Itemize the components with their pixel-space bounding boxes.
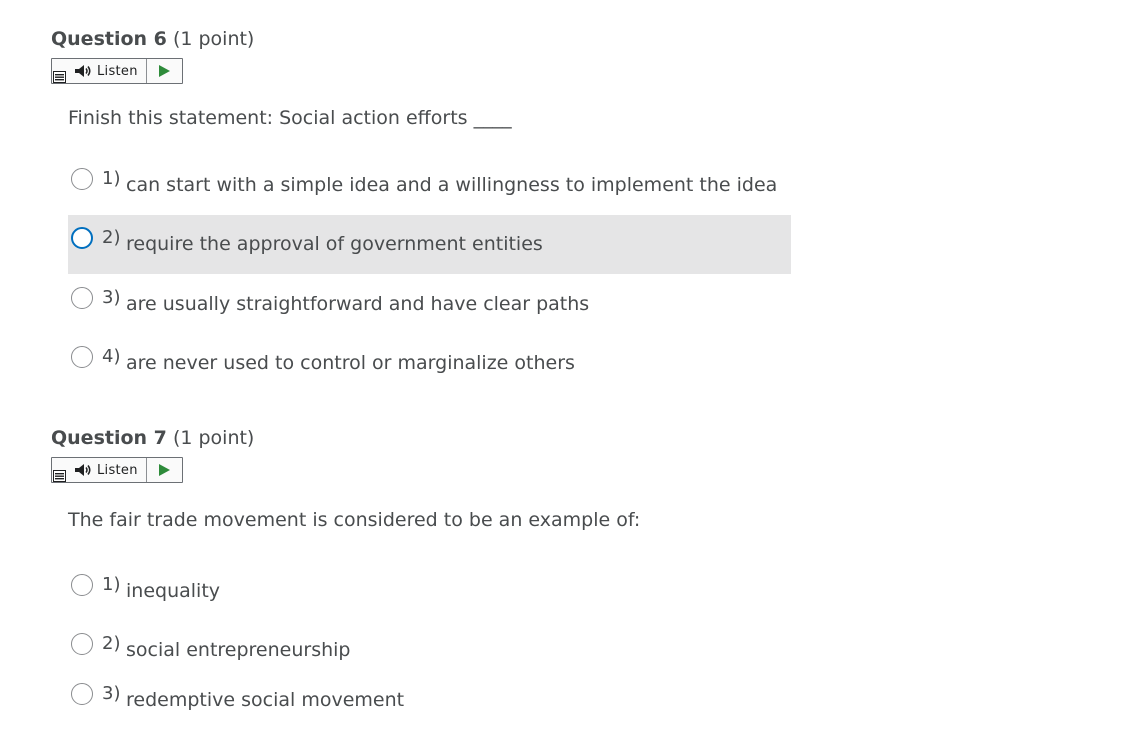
option-text: inequality xyxy=(126,580,221,602)
answer-option-1[interactable] xyxy=(68,156,791,215)
option-text: require the approval of government entities xyxy=(126,233,543,255)
question-points: (1 point) xyxy=(172,28,255,50)
listen-divider xyxy=(146,59,147,83)
listen-label: Listen xyxy=(97,63,138,79)
readspeaker-widget xyxy=(51,58,183,84)
question-6 xyxy=(51,27,811,387)
option-number: 1) xyxy=(102,574,121,595)
option-number: 1) xyxy=(102,168,121,189)
option-number: 3) xyxy=(102,287,121,308)
option-number: 2) xyxy=(102,227,121,248)
list-menu-icon[interactable] xyxy=(53,71,66,83)
question-prompt: Finish this statement: Social action efforts ____ xyxy=(68,107,512,129)
listen-button[interactable] xyxy=(74,59,138,83)
option-text: are usually straightforward and have clear paths xyxy=(126,293,590,315)
option-text: redemptive social movement xyxy=(126,689,405,711)
question-prompt: The fair trade movement is considered to be an example of: xyxy=(68,509,641,531)
option-number: 2) xyxy=(102,633,121,654)
speaker-icon xyxy=(74,463,92,477)
question-points: (1 point) xyxy=(172,427,255,449)
radio-button[interactable] xyxy=(71,287,93,309)
answer-option-4[interactable] xyxy=(68,334,791,393)
option-number: 3) xyxy=(102,683,121,704)
listen-label: Listen xyxy=(97,462,138,478)
answer-option-3[interactable] xyxy=(68,671,791,730)
radio-button[interactable] xyxy=(71,346,93,368)
radio-button[interactable] xyxy=(71,168,93,190)
radio-button[interactable] xyxy=(71,227,93,249)
play-icon[interactable] xyxy=(156,64,172,78)
question-number: Question 7 xyxy=(51,427,167,449)
listen-button[interactable] xyxy=(74,458,138,482)
option-number: 4) xyxy=(102,346,121,367)
answer-option-1[interactable] xyxy=(68,562,791,621)
readspeaker-widget xyxy=(51,457,183,483)
radio-button[interactable] xyxy=(71,633,93,655)
question-7 xyxy=(51,426,811,711)
question-title xyxy=(51,27,254,51)
list-menu-icon[interactable] xyxy=(53,470,66,482)
listen-divider xyxy=(146,458,147,482)
option-text: can start with a simple idea and a willingness to implement the idea xyxy=(126,174,778,196)
answer-option-2[interactable] xyxy=(68,215,791,274)
play-icon[interactable] xyxy=(156,463,172,477)
question-title xyxy=(51,426,254,450)
option-text: social entrepreneurship xyxy=(126,639,351,661)
answer-option-3[interactable] xyxy=(68,275,791,334)
question-number: Question 6 xyxy=(51,28,167,50)
radio-button[interactable] xyxy=(71,574,93,596)
speaker-icon xyxy=(74,64,92,78)
option-text: are never used to control or marginalize others xyxy=(126,352,575,374)
